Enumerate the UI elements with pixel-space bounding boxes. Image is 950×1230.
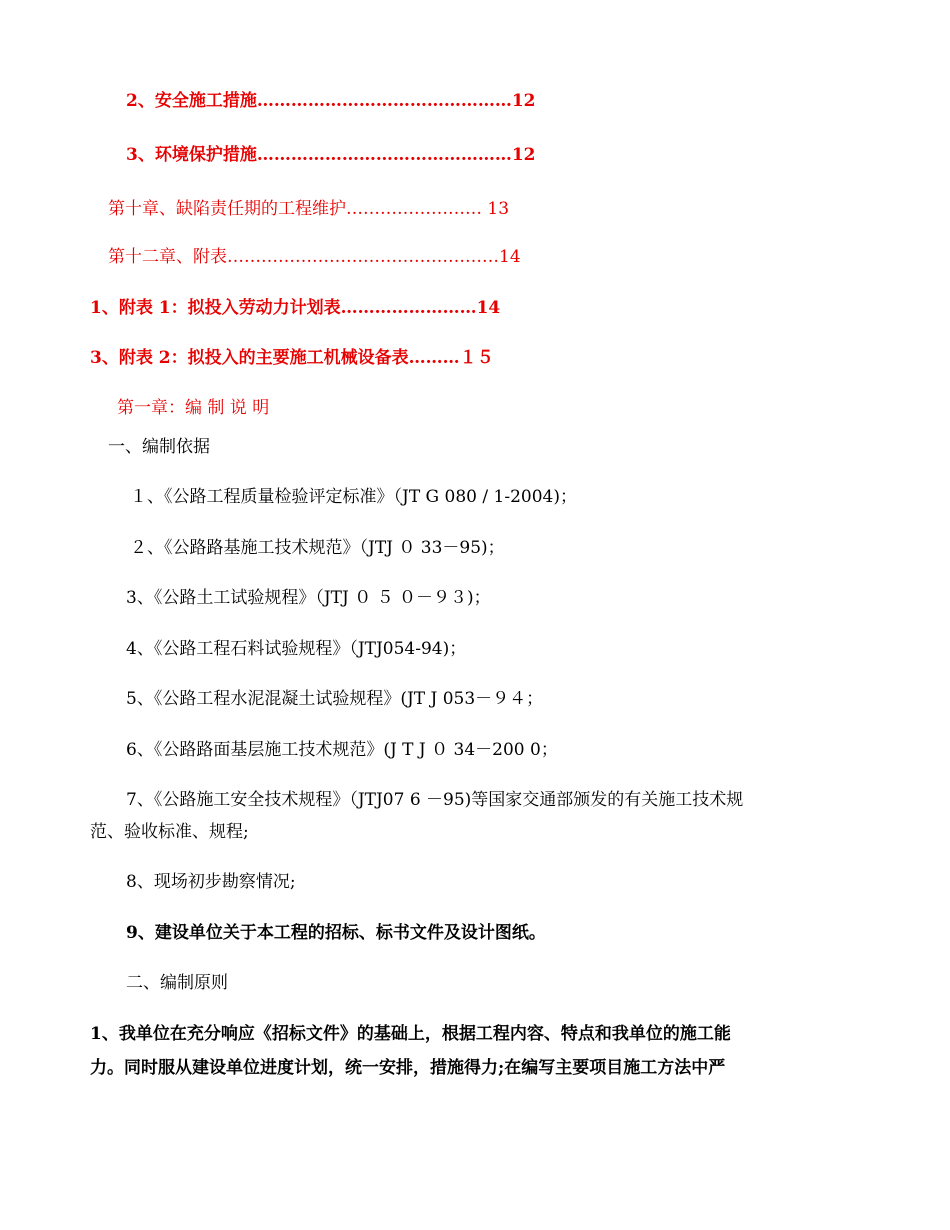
- toc-chapter-12: 第十二章、附表…………………………………………14: [108, 247, 521, 267]
- basis-item: ２、《公路路基施工技术规范》（JTJ ０ 33－95)；: [130, 538, 505, 558]
- basis-item: 5、《公路工程水泥混凝土试验规程》(JT J 053－９４；: [126, 689, 544, 709]
- basis-item: 6、《公路路面基层施工技术规范》(J T J ０ 34－200 0；: [126, 740, 558, 760]
- basis-item: 4、《公路工程石料试验规程》（JTJ054-94)；: [126, 639, 467, 659]
- section-title-basis: 一、编制依据: [108, 437, 210, 457]
- basis-item: 9、建设单位关于本工程的招标、标书文件及设计图纸。: [126, 923, 546, 943]
- toc-item-2: 2、安全施工措施………………………………………12: [126, 91, 536, 111]
- chapter-title: 第一章：编 制 说 明: [117, 398, 270, 418]
- basis-item: 3、《公路土工试验规程》（JTJ ０ ５ ０－９３)；: [126, 588, 491, 608]
- basis-item: 8、现场初步勘察情况;: [126, 872, 296, 892]
- basis-item: １、《公路工程质量检验评定标准》（JT G 080 / 1-2004)；: [130, 487, 577, 507]
- toc-chapter-10: 第十章、缺陷责任期的工程维护…………………… 13: [108, 199, 510, 219]
- principle-paragraph-line: 1、我单位在充分响应《招标文件》的基础上，根据工程内容、特点和我单位的施工能: [90, 1024, 731, 1044]
- toc-appendix-3: 3、附表 2：拟投入的主要施工机械设备表………１５: [90, 348, 494, 368]
- basis-item: 7、《公路施工安全技术规程》（JTJ07 6 －95)等国家交通部颁发的有关施工技术规: [126, 790, 744, 810]
- principle-paragraph-line: 力。同时服从建设单位进度计划，统一安排，措施得力;在编写主要项目施工方法中严: [90, 1058, 726, 1078]
- basis-item-continuation: 范、验收标准、规程;: [90, 822, 249, 842]
- section-title-principles: 二、编制原则: [126, 973, 228, 993]
- toc-item-3: 3、环境保护措施………………………………………12: [126, 145, 536, 165]
- toc-appendix-1: 1、附表 1：拟投入劳动力计划表……………………14: [90, 298, 501, 318]
